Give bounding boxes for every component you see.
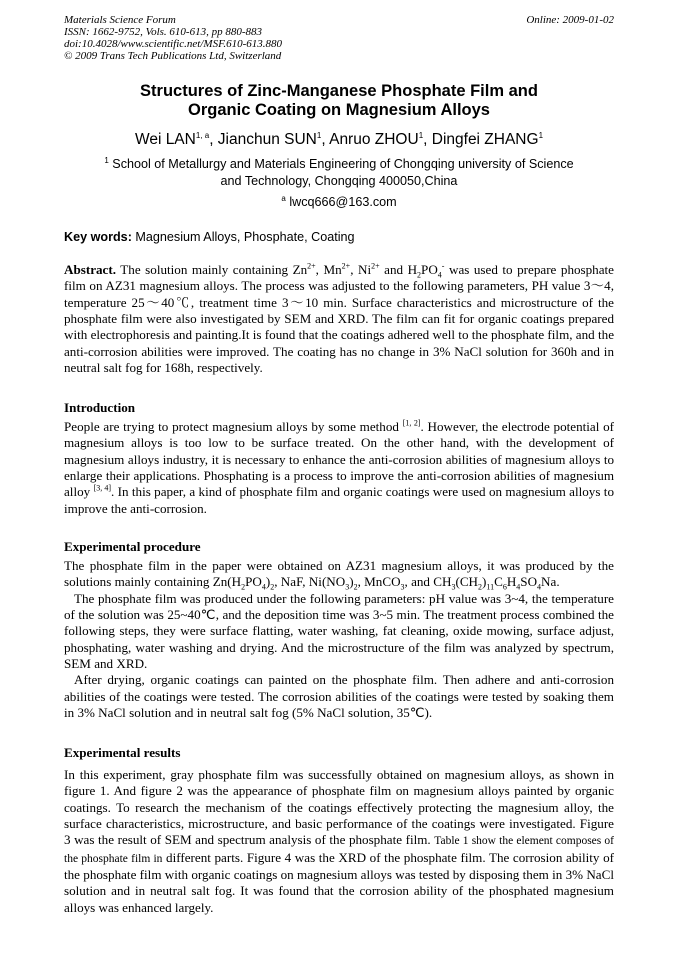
- email-mark: a: [281, 193, 286, 203]
- subscript: 2: [241, 582, 246, 592]
- text-run: PO: [245, 574, 262, 590]
- section-heading-introduction: Introduction: [64, 400, 136, 415]
- keywords: [64, 230, 355, 244]
- text-run: Table 1 show the element composes of the phosphate film in: [64, 835, 614, 865]
- text-run: , MnCO: [357, 574, 401, 590]
- text-run: (CH: [455, 574, 479, 590]
- text-run: PO: [421, 262, 438, 277]
- experimental-results-body: [64, 767, 614, 916]
- text-run: The solution mainly containing Zn: [116, 262, 308, 277]
- section-heading-experimental-results: Experimental results: [64, 745, 181, 760]
- subscript: 2: [478, 582, 483, 592]
- abstract-body: [64, 262, 614, 375]
- text-run: Wei LAN: [134, 131, 196, 148]
- superscript: 2+: [307, 261, 316, 271]
- affiliation-line-2: and Technology, Chongqing 400050,China: [220, 174, 458, 188]
- superscript: 1: [418, 130, 424, 140]
- paragraph: [64, 591, 614, 673]
- text-run: Na.: [541, 574, 560, 590]
- title-line-1: Structures of Zinc-Manganese Phosphate Film and: [140, 82, 538, 100]
- paragraph: [64, 558, 614, 591]
- introduction-body: [64, 419, 614, 517]
- text-run: , Mn: [315, 262, 342, 277]
- journal-header: [64, 14, 282, 62]
- section-heading-experimental-procedure: Experimental procedure: [64, 539, 201, 554]
- text-run: , Ni: [350, 262, 372, 277]
- journal-name: Materials Science Forum: [64, 14, 176, 26]
- subscript: 3: [451, 582, 456, 592]
- abstract-label: Abstract.: [64, 262, 116, 277]
- abstract: [64, 262, 614, 376]
- superscript: [1, 2]: [402, 418, 421, 428]
- keywords-text: Magnesium Alloys, Phosphate, Coating: [135, 230, 355, 244]
- doi: doi:10.4028/www.scientific.net/MSF.610-613.880: [64, 38, 283, 50]
- superscript: 2+: [341, 261, 351, 271]
- subscript: 2: [417, 270, 422, 280]
- superscript: 1: [538, 130, 544, 140]
- subscript: 4: [516, 582, 521, 592]
- subscript: 4: [537, 582, 542, 592]
- copyright: © 2009 Trans Tech Publications Ltd, Switzerland: [64, 50, 282, 62]
- experimental-procedure-body: [64, 558, 614, 721]
- text-run: . However, the electrode potential of magnesium alloys is too low to be surface treated. On the other hand, with the development of magnesium alloys industry, it is necessary to enhance the anti-corrosion abilities of magnesium alloys to enlarge their applications. Phosphating is a process to improve the anti-corrosion abilities of magnesium alloy: [64, 419, 615, 500]
- email-address[interactable]: lwcq666@163.com: [289, 195, 397, 209]
- subscript: 3: [345, 582, 350, 592]
- text-run: In this experiment, gray phosphate film was successfully obtained on magnesium alloys, as shown in figure 1. And figure 2 was the appearance of phosphate film on magnesium alloys painted by organic coatings. To research the mechanism of the coatings effectively protecting the magnesium alloy, the surface characteristics, microstructure, and basic performance of the coatings were investigated. Figure 3 was the result of SEM and spectrum analysis of the phosphate film.: [64, 767, 614, 848]
- paragraph: [64, 672, 614, 721]
- text-run: , Jianchun SUN: [209, 131, 317, 148]
- text-run: H: [506, 574, 517, 590]
- superscript: -: [441, 261, 445, 271]
- paragraph: [64, 419, 614, 517]
- superscript: 1: [316, 130, 322, 140]
- subscript: 6: [502, 582, 507, 592]
- email: [0, 195, 678, 209]
- text-run: C: [494, 574, 503, 590]
- text-run: , Anruo ZHOU: [321, 131, 419, 148]
- text-run: and H: [379, 262, 418, 277]
- text-run: , NaF, Ni(NO: [274, 574, 346, 590]
- online-date: Online: 2009-01-02: [526, 14, 614, 26]
- superscript: [3, 4]: [93, 484, 111, 494]
- subscript: 11: [486, 582, 495, 592]
- author-list: [0, 131, 678, 149]
- subscript: 2: [353, 582, 358, 592]
- subscript: 3: [400, 582, 405, 592]
- superscript: 1, a: [195, 130, 210, 140]
- subscript: 2: [270, 582, 275, 592]
- text-run: ): [265, 574, 271, 590]
- subscript: 4: [261, 582, 266, 592]
- affiliation-mark: 1: [104, 155, 109, 165]
- text-run: The phosphate film was produced under the following parameters: pH value was 3~4, the temperature of the solution was 25~40℃, and the deposition time was 3~5 min. The treatment process combined the following steps, they were surface flatting, water washing, fat cleaning, oxide mowing, surface adjust, phosphating, water washing and drying. And the microstructure of the film was analyzed by spectrum, SEM and XRD.: [64, 590, 614, 672]
- text-run: , and CH: [404, 574, 452, 590]
- text-run: ): [349, 574, 354, 590]
- text-run: ): [482, 574, 487, 590]
- text-run: People are trying to protect magnesium alloys by some method: [64, 419, 403, 434]
- paper-title: [0, 82, 678, 120]
- affiliation-line-1: School of Metallurgy and Materials Engineering of Chongqing university of Science: [112, 157, 574, 171]
- issn: ISSN: 1662-9752, Vols. 610-613, pp 880-883: [64, 26, 262, 38]
- subscript: 4: [437, 270, 442, 280]
- text-run: The phosphate film in the paper were obtained on AZ31 magnesium alloys, it was produced by the solutions mainly containing Zn(H: [64, 558, 614, 590]
- text-run: was used to prepare phosphate film on AZ31 magnesium alloys. The process was adjusted to the following parameters, PH value 3～4, temperature 25～40℃, treatment time 3～10 min. Surface characteristics and microstructure of the phosphate film were also investigated by SEM and XRD. The film can fit for organic coatings prepared with electrophoresis and painting.It is found that the coatings adhered well to the phosphate film, and the anti-corrosion abilities were improved. The coating has no change in 3% NaCl solution for 360h and in neutral salt fog for 168h, respectively.: [64, 262, 614, 376]
- superscript: 2+: [371, 261, 380, 271]
- text-run: . In this paper, a kind of phosphate film and organic coatings were used on magnesium alloys to improve the anti-corrosion.: [64, 484, 614, 516]
- keywords-label: Key words:: [64, 230, 132, 244]
- text-run: SO: [520, 574, 538, 590]
- text-run: , Dingfei ZHANG: [423, 131, 539, 148]
- paragraph: [64, 767, 614, 916]
- title-line-2: Organic Coating on Magnesium Alloys: [188, 101, 490, 119]
- text-run: different parts. Figure 4 was the XRD of the phosphate film. The corrosion ability of the phosphate film with organic coatings on magnesium alloys was tested by disposing them in 3% NaCl solution and in neutral salt fog. It was found that the corrosion ability of the phosphated magnesium alloys was enhanced largely.: [64, 849, 614, 915]
- affiliation: [0, 156, 678, 190]
- text-run: After drying, organic coatings can painted on the phosphate film. Then adhere and anti-corrosion abilities of the coatings were tested. The corrosion abilities of the coatings were tested by soaking them in 3% NaCl solution and in neutral salt fog (5% NaCl solution, 35℃).: [64, 672, 614, 721]
